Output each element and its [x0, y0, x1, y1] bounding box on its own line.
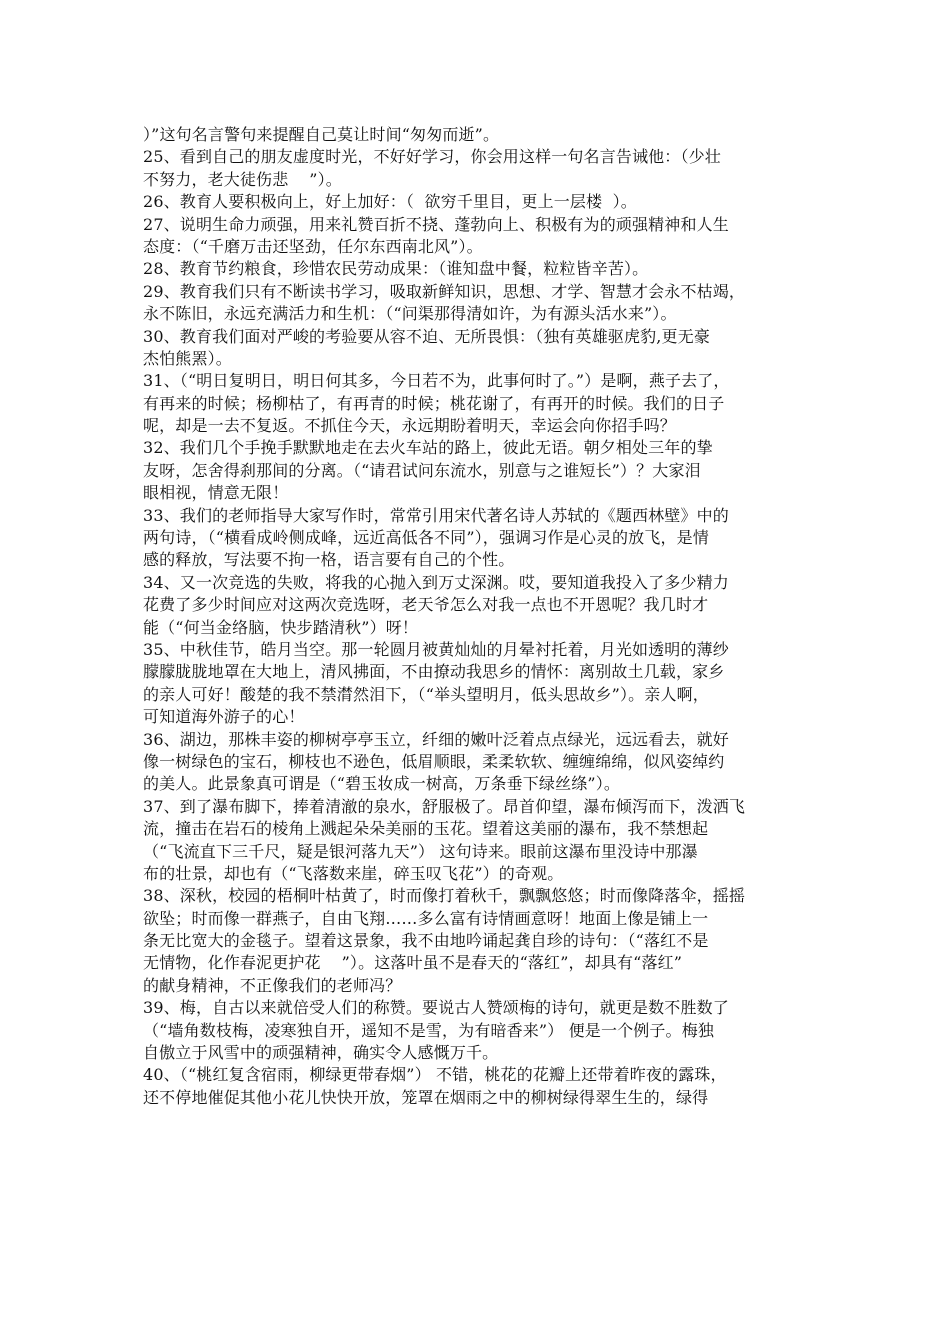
text-line: 不努力，老大徒伤悲 ”）。	[143, 169, 342, 189]
text-line: 花费了多少时间应对这两次竞选呀，老天爷怎么对我一点也不开恩呢？我几时才	[143, 595, 709, 615]
text-line: 35、中秋佳节，皓月当空。那一轮圆月被黄灿灿的月晕衬托着，月光如透明的薄纱	[143, 639, 729, 659]
text-line: 流，撞击在岩石的棱角上溅起朵朵美丽的玉花。望着这美丽的瀑布，我不禁想起	[143, 819, 709, 839]
text-line: 39、梅，自古以来就倍受人们的称赞。要说古人赞颂梅的诗句，就更是数不胜数了	[143, 998, 729, 1018]
text-line: 40、（“桃红复含宿雨，柳绿更带春烟”） 不错，桃花的花瓣上还带着昨夜的露珠，	[143, 1065, 727, 1085]
text-line: 的献身精神，不正像我们的老师冯？	[143, 975, 402, 995]
text-line: 的亲人可好！酸楚的我不禁潸然泪下，（“举头望明月，低头思故乡”）。亲人啊，	[143, 684, 709, 704]
text-line: 态度：（“千磨万击还坚劲，任尔东西南北风”）。	[143, 236, 483, 256]
text-line: 28、教育节约粮食，珍惜农民劳动成果：（谁知盘中餐，粒粒皆辛苦）。	[143, 259, 649, 279]
text-line: 欲坠；时而像一群燕子，自由飞翔……多么富有诗情画意呀！地面上像是铺上一	[143, 908, 709, 928]
text-line: 眼相视，情意无限！	[143, 483, 289, 503]
text-line: 27、说明生命力顽强，用来礼赞百折不挠、蓬勃向上、积极有为的顽强精神和人生	[143, 214, 729, 234]
text-line: 26、教育人要积极向上，好上加好：（ 欲穷千里目，更上一层楼 ）。	[143, 192, 637, 212]
text-line: 30、教育我们面对严峻的考验要从容不迫、无所畏惧：（独有英雄驱虎豹,更无豪	[143, 326, 710, 346]
text-line: 杰怕熊罴）。	[143, 348, 232, 368]
text-line: （“飞流直下三千尺，疑是银河落九天”） 这句诗来。眼前这瀑布里没诗中那瀑	[143, 841, 698, 861]
text-line: 34、又一次竞选的失败，将我的心抛入到万丈深渊。哎，要知道我投入了多少精力	[143, 572, 729, 592]
text-line: 25、看到自己的朋友虚度时光，不好好学习，你会用这样一句名言告诫他：（少壮	[143, 147, 721, 167]
text-line: 能（“何当金络脑，快步踏清秋”）呀！	[143, 617, 419, 637]
document-body	[143, 124, 815, 1109]
text-line: ）”这句名言警句来提醒自己莫让时间“匆匆而逝”。	[143, 125, 500, 144]
text-line: 31、（“明日复明日，明日何其多，今日若不为，此事何时了。”）是啊，燕子去了，	[143, 371, 730, 391]
text-line: 的美人。此景象真可谓是（“碧玉妆成一树高，万条垂下绿丝绦”）。	[143, 774, 621, 794]
text-line: 33、我们的老师指导大家写作时，常常引用宋代著名诗人苏轼的《题西林壁》中的	[143, 505, 729, 525]
text-line: 37、到了瀑布脚下，捧着清澈的泉水，舒服极了。昂首仰望，瀑布倾泻而下，泼洒飞	[143, 796, 746, 816]
text-line: 像一树绿色的宝石，柳枝也不逊色，低眉顺眼，柔柔软软、缠缠绵绵，似风姿绰约	[143, 751, 725, 771]
text-line: 36、湖边，那株丰姿的柳树亭亭玉立，纤细的嫩叶泛着点点绿光，远远看去，就好	[143, 729, 729, 749]
text-line: （“墙角数枝梅，凌寒独自开，遥知不是雪，为有暗香来”） 便是一个例子。梅独	[143, 1020, 714, 1040]
text-line: 38、深秋，校园的梧桐叶枯黄了，时而像打着秋千，飘飘悠悠；时而像降落伞，摇摇	[143, 886, 746, 906]
text-line: 朦朦胧胧地罩在大地上，清风拂面，不由撩动我思乡的情怀：离别故土几载，家乡	[143, 662, 725, 682]
text-line: 32、我们几个手挽手默默地走在去火车站的路上，彼此无语。朝夕相处三年的挚	[143, 438, 713, 458]
text-line: 还不停地催促其他小花儿快快开放，笼罩在烟雨之中的柳树绿得翠生生的，绿得	[143, 1087, 709, 1107]
text-line: 29、教育我们只有不断读书学习，吸取新鲜知识，思想、才学、智慧才会永不枯竭，	[143, 281, 746, 301]
text-line: 条无比宽大的金毯子。望着这景象，我不由地吟诵起龚自珍的诗句：（“落红不是	[143, 931, 709, 951]
text-line: 无情物，化作春泥更护花 ”）。这落叶虽不是春天的“落红”，却具有“落红”	[143, 953, 683, 973]
text-line: 友呀，怎舍得刹那间的分离。（“请君试问东流水，别意与之谁短长”）？大家泪	[143, 460, 701, 480]
text-line: 永不陈旧，永远充满活力和生机：（“问渠那得清如许，为有源头活水来”）。	[143, 304, 677, 324]
text-line: 有再来的时候；杨柳枯了，有再青的时候；桃花谢了，有再开的时候。我们的日子	[143, 393, 725, 413]
text-line: 布的壮景，却也有（“飞落数来崖，碎玉叹飞花”）的奇观。	[143, 863, 564, 883]
text-line: 可知道海外游子的心！	[143, 707, 305, 727]
text-line: 呢，却是一去不复返。不抓住今天，永远期盼着明天，幸运会向你招手吗？	[143, 416, 676, 436]
text-line: 自傲立于风雪中的顽强精神，确实令人感慨万千。	[143, 1043, 499, 1063]
text-line: 两句诗，（“横看成岭侧成峰，远近高低各不同”），强调习作是心灵的放飞，是情	[143, 528, 709, 548]
text-line: 感的释放，写法要不拘一格，语言要有自己的个性。	[143, 550, 515, 570]
